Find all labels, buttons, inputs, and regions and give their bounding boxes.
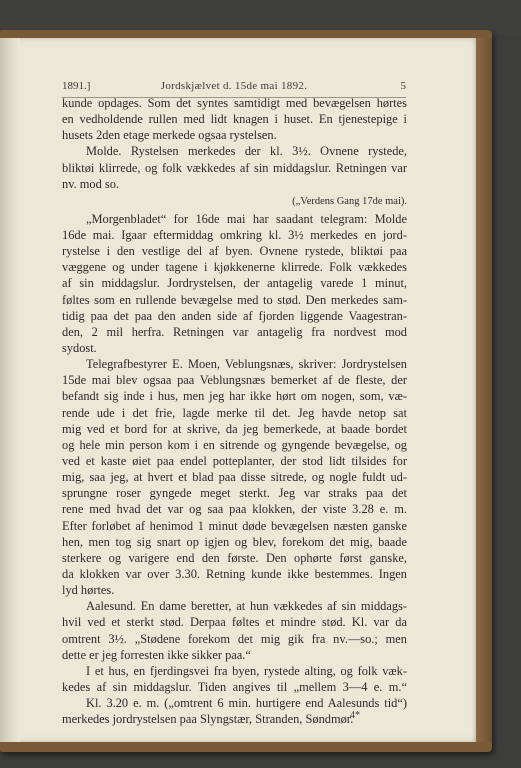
text-line: husets 2den etage merkede ogsaa rystelsen. xyxy=(62,128,277,143)
text-line: Telegrafbestyrer E. Moen, Veblungsnæs, skriver: Jordrystelsen xyxy=(86,357,407,372)
text-line: væggene og under tagene i kjøkkenerne klirrede. Folk vækkedes xyxy=(62,260,407,275)
text-line: ved et kaste øiet paa endel potteplanter, der stod lidt tilsides for xyxy=(62,453,407,468)
text-line: mig ved et bord for at skrive, da jeg bemerkede, at baade bordet xyxy=(62,421,407,436)
page-number: 5 xyxy=(400,80,406,92)
text-line: rende ude i det frie, lagde merke til det. Jeg havde netop sat xyxy=(62,405,407,420)
text-line: sydost. xyxy=(62,340,97,355)
text-line: af sin middagslur. Jordrystelsen, der antagelig varede 1 minut, xyxy=(62,276,407,291)
text-line: hen, men tog sig snart op igjen og blev, forekom det mig, baade xyxy=(62,534,407,549)
page-gutter xyxy=(0,38,20,742)
text-line: bliktøi klirrede, og folk vækkedes af sin middagslur. Retningen var xyxy=(62,160,407,175)
text-line: den, 2 mil herfra. Retningen var antagelig fra nordvest mod xyxy=(62,324,407,339)
page-body-text xyxy=(62,95,407,727)
text-line: hvil ved et sterkt stød. Derpaa føltes et mindre stød. Kl. var da xyxy=(62,615,407,630)
backdrop xyxy=(0,0,521,34)
book-page xyxy=(0,38,476,742)
text-line: Molde. Rystelsen merkedes der kl. 3½. Ovnene rystede, xyxy=(86,144,407,159)
text-line: tidig paa det paa den anden side af fjorden liggende Vaagestran- xyxy=(62,308,407,323)
text-line: I et hus, en fjerdingsvei fra byen, rystede alting, og folk væk- xyxy=(86,663,407,678)
book-edge xyxy=(476,38,492,742)
text-line: da klokken var over 3.30. Retning kunde ikke bestemmes. Ingen xyxy=(62,566,407,581)
text-line: mig, saa jeg, at hvert et blad paa disse sitrede, og nogle fuldt ud- xyxy=(62,470,407,485)
text-line: kedes af sin middagslur. Tiden angives til „mellem 3—4 e. m.“ xyxy=(62,679,407,694)
signature-mark: 4* xyxy=(350,710,360,721)
text-line: befandt sig inde i hus, men jeg har ikke hørt om nogen, som, væ- xyxy=(62,389,407,404)
text-line: Kl. 3.20 e. m. („omtrent 6 min. hurtigere end Aalesunds tid“) xyxy=(86,696,407,711)
text-line: lyd hørtes. xyxy=(62,583,115,598)
text-line: en vedholdende rullen med lidt knagen i huset. En tjenestepige i xyxy=(62,112,407,127)
text-line: dette er jeg forresten ikke sikker paa.“ xyxy=(62,647,251,662)
text-line: og hele min person kom i en sitrende og gyngende bevægelse, og xyxy=(62,437,407,452)
text-line: kunde opdages. Som det syntes samtidigt med bevægelsen hørtes xyxy=(62,96,407,110)
text-line: sterkere og varigere end den første. Den ophørte først ganske, xyxy=(62,550,407,565)
text-line: sprungne roser gyngede meget sterkt. Jeg var straks paa det xyxy=(62,486,407,501)
text-line: 16de mai. Igaar eftermiddag omkring kl. 3½ merkedes en jord- xyxy=(62,227,407,242)
text-line: rene med hvad det var og saa paa klokken, der viste 3.28 e. m. xyxy=(62,502,407,517)
text-line: Aalesund. En dame beretter, at hun vækkedes af sin middags- xyxy=(86,599,407,614)
text-line: omtrent 3½. „Stødene forekom det mig gik fra nv.—so.; men xyxy=(62,631,407,646)
header-year: 1891.] xyxy=(62,80,91,92)
text-line: 15de mai blev ogsaa paa Veblungsnæs bemerket af de fleste, der xyxy=(62,373,407,388)
text-line: rystelse i den vestlige del af byen. Ovnene rystede, bliktøi paa xyxy=(62,244,407,259)
text-line: føltes som en rullende bevægelse med to stød. Den merkedes sam- xyxy=(62,292,407,307)
source-citation: („Verdens Gang 17de mai). xyxy=(292,195,407,207)
text-line: nv. mod so. xyxy=(62,176,120,191)
running-header xyxy=(62,80,406,96)
text-line: „Morgenbladet“ for 16de mai har saadant telegram: Molde xyxy=(86,211,407,226)
text-line: Efter forløbet af henimod 1 minut døde bevægelsen næsten ganske xyxy=(62,518,407,533)
text-line: merkedes jordrystelsen paa Slyngstær, Stranden, Søndmør. xyxy=(62,712,354,727)
header-title: Jordskjælvet d. 15de mai 1892. xyxy=(160,80,308,92)
